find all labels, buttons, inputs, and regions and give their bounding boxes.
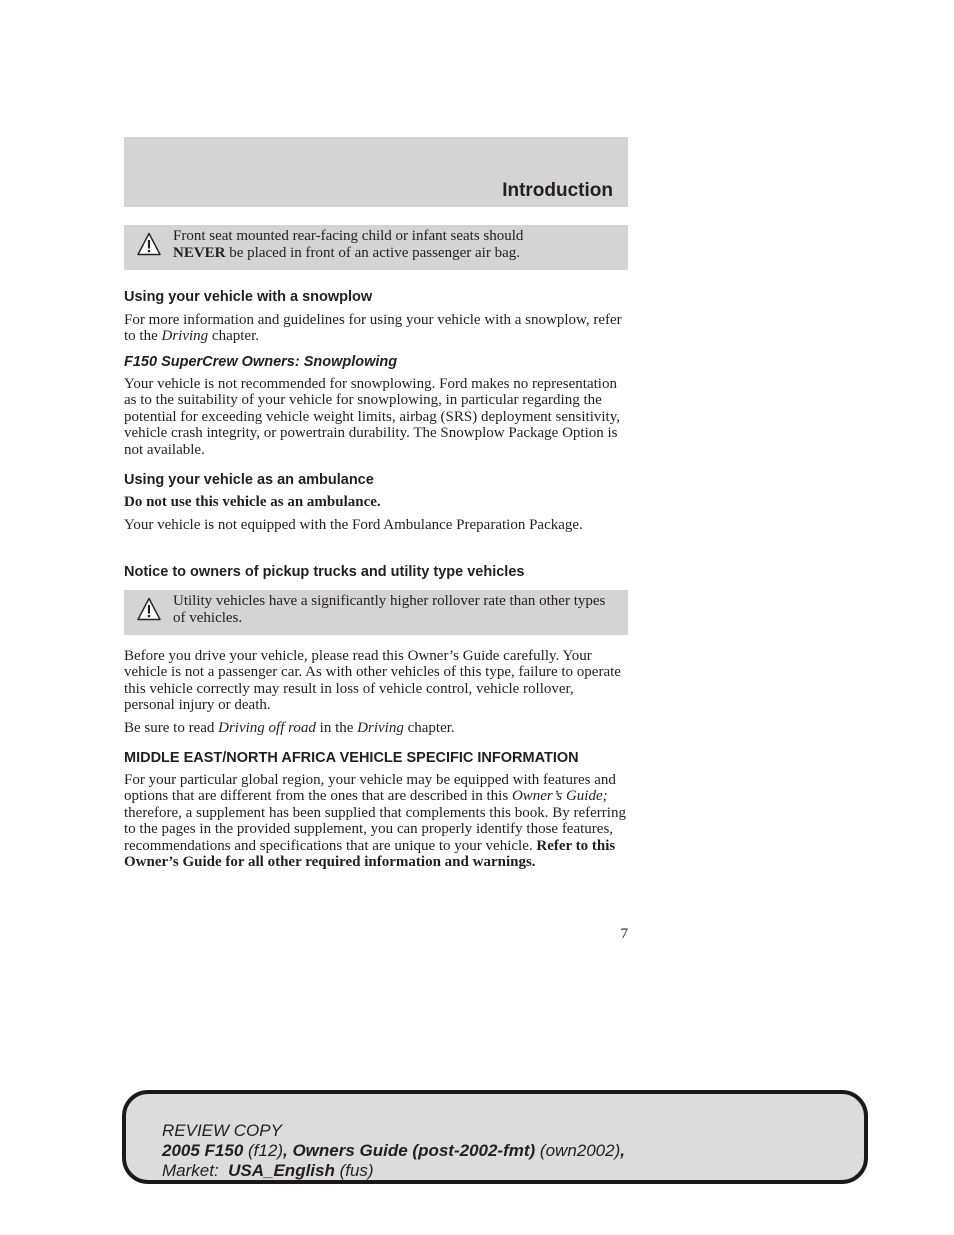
warning-line: Front seat mounted rear-facing child or infant seats should [173, 228, 524, 244]
market-code: (fus) [334, 1161, 374, 1180]
text-run: Be sure to read [124, 720, 219, 736]
section-title: Introduction [502, 180, 613, 201]
heading-notice: Notice to owners of pickup trucks and utility type vehicles [124, 564, 525, 580]
model-code: (f12) [243, 1141, 283, 1160]
text-run: therefore, a supplement has been supplied that complements this book. By referring to the pages in the provided supplement, you can properly identify those features, recommendations and specifications that are unique to your vehicle. [124, 804, 626, 854]
separator: , [282, 1141, 293, 1160]
paragraph-offroad-reference [124, 720, 628, 736]
text-run: For your particular global region, your vehicle may be equipped with features and options that are different from the ones that are described in this [124, 772, 616, 805]
market-label: Market: [162, 1161, 229, 1180]
warning-triangle-icon [137, 597, 161, 621]
heading-mena: MIDDLE EAST/NORTH AFRICA VEHICLE SPECIFIC INFORMATION [124, 750, 579, 766]
text-run: For more information and guidelines for using your vehicle with a snowplow, refer to the [124, 312, 622, 345]
chapter-reference: Driving [357, 720, 404, 736]
review-copy-footer [122, 1090, 868, 1184]
warning-text-airbag [173, 228, 618, 261]
guide-reference: Owner’s Guide; [511, 788, 608, 805]
bold-instruction: Refer to this Owner’s Guide for all other required information and warnings. [124, 837, 616, 871]
text-run: chapter. [208, 328, 259, 345]
footer-market-line [162, 1161, 852, 1181]
warning-triangle-icon [137, 232, 161, 256]
model-name: 2005 F150 [162, 1141, 244, 1160]
ambulance-warning-line: Do not use this vehicle as an ambulance. [124, 494, 381, 510]
section-reference: Driving off road [218, 720, 316, 736]
section-header-band [124, 137, 628, 207]
warning-emphasis: NEVER [173, 244, 226, 261]
heading-ambulance: Using your vehicle as an ambulance [124, 472, 374, 488]
paragraph-supercrew: Your vehicle is not recommended for snowplowing. Ford makes no representation as to the suitability of your vehicle for snowplowing, in particular regarding the potential for exceeding vehicle weight limits, airbag (SRS) deployment sensitivity, vehicle crash integrity, or powertrain durability. The Snowplow Package Option is not available. [124, 376, 621, 458]
heading-supercrew: F150 SuperCrew Owners: Snowplowing [124, 354, 398, 370]
chapter-reference: Driving [161, 328, 209, 345]
page-number: 7 [620, 926, 628, 942]
text-run: chapter. [403, 720, 455, 736]
market-name: USA_English [228, 1161, 335, 1180]
warning-box-airbag [124, 225, 628, 270]
paragraph-notice: Before you drive your vehicle, please read this Owner’s Guide carefully. Your vehicle is not a passenger car. As with other vehicles of this type, failure to operate this vehicle correctly may result in loss of vehicle control, vehicle rollover, personal injury or death. [124, 648, 621, 714]
guide-name: Owners Guide (post-2002-fmt) [292, 1141, 536, 1160]
footer-model-line [162, 1141, 852, 1161]
guide-code: (own2002) [535, 1141, 621, 1160]
paragraph-mena [124, 772, 628, 870]
paragraph-ambulance: Your vehicle is not equipped with the Ford Ambulance Preparation Package. [124, 517, 583, 533]
warning-text-rollover: Utility vehicles have a significantly higher rollover rate than other types of vehicles. [173, 593, 606, 626]
paragraph-snowplow [124, 312, 628, 345]
separator: , [620, 1141, 625, 1160]
heading-snowplow: Using your vehicle with a snowplow [124, 289, 373, 305]
review-copy-label: REVIEW COPY [162, 1121, 282, 1140]
text-run: in the [315, 720, 358, 736]
warning-box-rollover [124, 590, 628, 635]
warning-line-rest: be placed in front of an active passenger air bag. [225, 244, 520, 261]
